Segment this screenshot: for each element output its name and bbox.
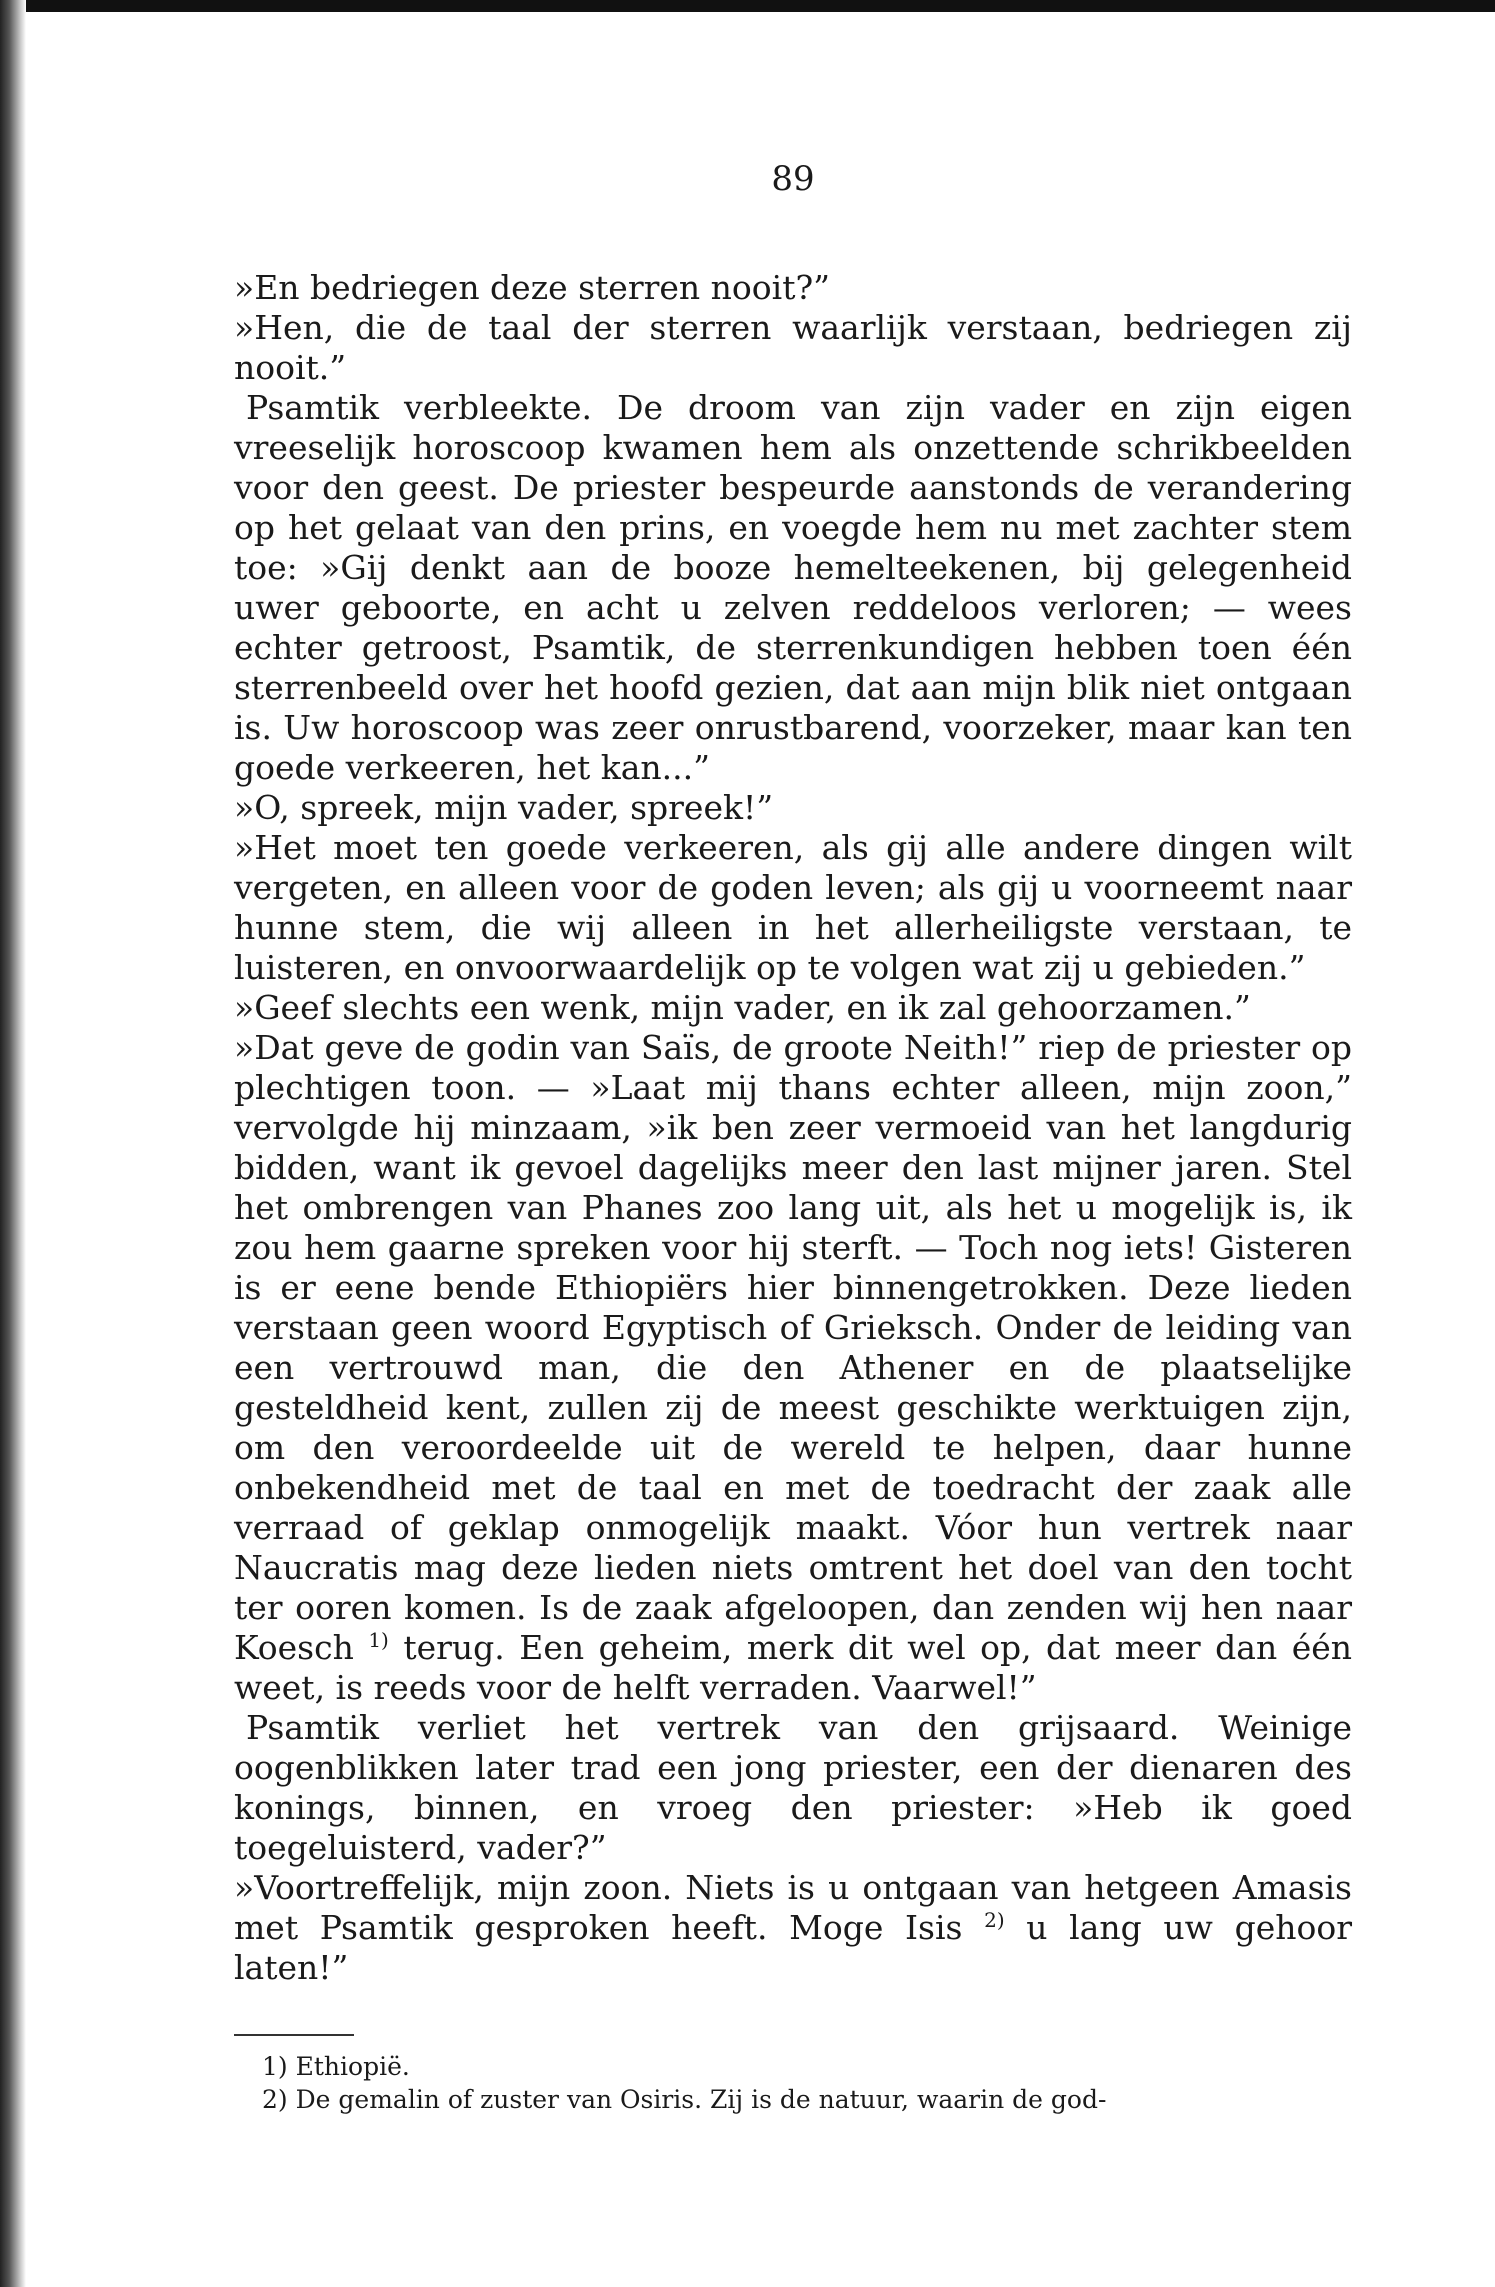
paragraph: »Het moet ten goede verkeeren, als gij alle andere dingen wilt vergeten, en alleen voor de goden leven; als gij u voorneemt naar hunne stem, die wij alleen in het allerheiligste verstaan, te luisteren, en onvoorwaardelijk op te volgen wat zij u gebieden.” [234, 828, 1352, 987]
footnote-mark: 2) [262, 2085, 288, 2114]
footnote [234, 2050, 1352, 2083]
paragraph: Psamtik verbleekte. De droom van zijn vader en zijn eigen vreeselijk horoscoop kwamen hem als onzettende schrikbeelden voor den geest. De priester bespeurde aanstonds de verandering op het gelaat van den prins, en voegde hem nu met zachter stem toe: »Gij denkt aan de booze hemelteekenen, bij gelegenheid uwer geboorte, en acht u zelven reddeloos verloren; — wees echter getroost, Psamtik, de sterrenkundigen hebben toen één sterrenbeeld over het hoofd gezien, dat aan mijn blik niet ontgaan is. Uw horoscoop was zeer onrustbarend, voorzeker, maar kan ten goede verkeeren, het kan...” [234, 388, 1352, 787]
body-text [234, 268, 1352, 1988]
paragraph: Psamtik verliet het vertrek van den grijsaard. Weinige oogenblikken later trad een jong priester, een der dienaren des konings, binnen, en vroeg den priester: »Heb ik goed toegeluisterd, vader?” [234, 1708, 1352, 1867]
footnote-ref-2: 2) [984, 1908, 1005, 1932]
footnote-mark: 1) [262, 2052, 288, 2081]
paragraph-part: terug. Een geheim, merk dit wel op, dat meer dan één weet, is reeds voor de helft verraden. Vaarwel!” [234, 1628, 1353, 1707]
scan-edge-left [0, 0, 26, 2287]
footnote [234, 2083, 1352, 2116]
paragraph: »Geef slechts een wenk, mijn vader, en ik zal gehoorzamen.” [234, 988, 1251, 1027]
footnote-text: Ethiopië. [295, 2052, 410, 2081]
scan-edge-top [0, 0, 1495, 12]
footnotes [234, 2050, 1352, 2116]
page-number: 89 [771, 159, 815, 199]
paragraph-with-note [234, 1868, 1352, 1988]
paragraph-part: »Dat geve de godin van Saïs, de groote Neith!” riep de priester op plechtigen toon. — »Laat mij thans echter alleen, mijn zoon,” vervolgde hij minzaam, »ik ben zeer vermoeid van het langdurig bidden, want ik gevoel dagelijks meer den last mijner jaren. Stel het ombrengen van Phanes zoo lang uit, als het u mogelijk is, ik zou hem gaarne spreken voor hij sterft. — Toch nog iets! Gisteren is er eene bende Ethiopiërs hier binnengetrokken. Deze lieden verstaan geen woord Egyptisch of Grieksch. Onder de leiding van een vertrouwd man, die den Athener en de plaatselijke gesteldheid kent, zullen zij de meest geschikte werktuigen zijn, om den veroordeelde uit de wereld te helpen, daar hunne onbekendheid met de taal en met de toedracht der zaak alle verraad of geklap onmogelijk maakt. Vóor hun vertrek naar Naucratis mag deze lieden niets omtrent het doel van den tocht ter ooren komen. Is de zaak afgeloopen, dan zenden wij hen naar Koesch [234, 1028, 1352, 1667]
paragraph-part: u lang uw gehoor laten!” [234, 1908, 1352, 1987]
paragraph-part: »Voortreffelijk, mijn zoon. Niets is u ontgaan van hetgeen Amasis met Psamtik gesproken heeft. Moge Isis [234, 1868, 1352, 1947]
paragraph: »Hen, die de taal der sterren waarlijk verstaan, bedriegen zij nooit.” [234, 308, 1352, 387]
footnote-text: De gemalin of zuster van Osiris. Zij is de natuur, waarin de god- [295, 2085, 1107, 2114]
footnote-ref-1: 1) [368, 1628, 389, 1652]
footnote-divider [234, 2034, 354, 2036]
paragraph: »O, spreek, mijn vader, spreek!” [234, 788, 774, 827]
paragraph-with-note [234, 1028, 1352, 1708]
paragraph: »En bedriegen deze sterren nooit?” [234, 268, 831, 307]
book-page [234, 150, 1352, 2116]
